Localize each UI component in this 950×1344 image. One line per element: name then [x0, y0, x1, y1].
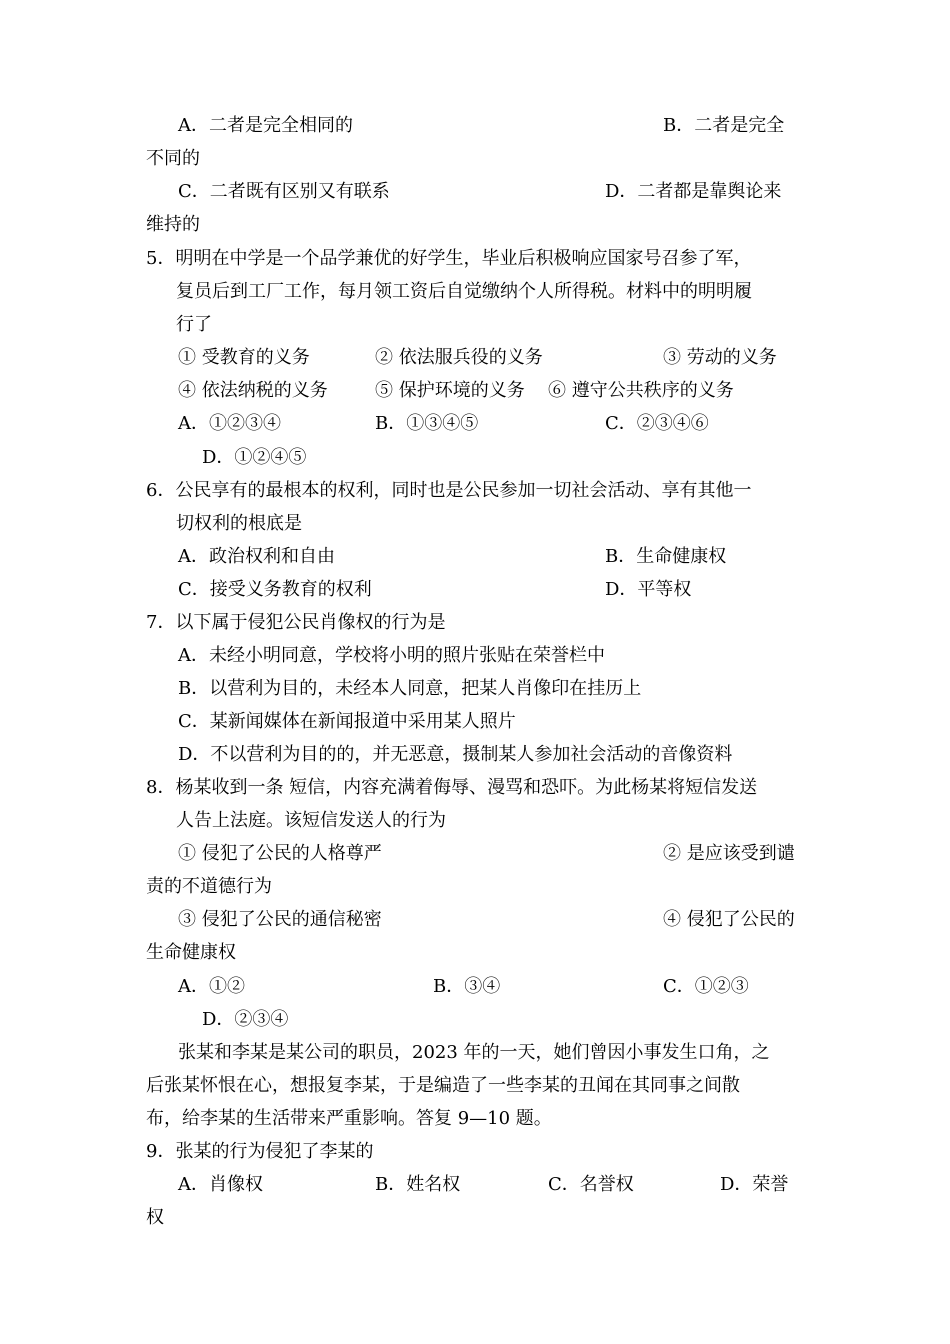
q5-item-2: ② 依法服兵役的义务: [375, 347, 543, 368]
q5-item-1: ① 受教育的义务: [178, 347, 310, 368]
q4-option-b: B．二者是完全: [663, 115, 785, 136]
q6-option-a: A．政治权利和自由: [178, 546, 335, 567]
q9-option-a: A．肖像权: [178, 1174, 263, 1195]
material-line-1: 张某和李某是某公司的职员，2023 年的一天，她们曾因小事发生口角，之: [178, 1042, 770, 1063]
q6-option-b: B．生命健康权: [605, 546, 727, 567]
q8-option-b: B．③④: [433, 976, 501, 997]
q5-option-b: B．①③④⑤: [375, 413, 479, 434]
q4-option-d-wrap: 维持的: [146, 214, 200, 235]
q9-stem: 9．张某的行为侵犯了李某的: [146, 1141, 374, 1162]
q7-option-b: B．以营利为目的，未经本人同意，把某人肖像印在挂历上: [178, 678, 642, 699]
material-line-2: 后张某怀恨在心，想报复李某，于是编造了一些李某的丑闻在其同事之间散: [146, 1075, 740, 1096]
q6-stem-line-2: 切权利的根底是: [176, 513, 302, 534]
q6-option-d: D．平等权: [605, 579, 692, 600]
q9-option-c: C．名誉权: [548, 1174, 634, 1195]
q8-item-2-wrap: 责的不道德行为: [146, 876, 272, 897]
q7-option-c: C．某新闻媒体在新闻报道中采用某人照片: [178, 711, 516, 732]
q9-option-d: D．荣誉: [720, 1174, 789, 1195]
q5-option-a: A．①②③④: [178, 413, 281, 434]
q5-option-c: C．②③④⑥: [605, 413, 709, 434]
q6-stem-line-1: 6．公民享有的最根本的权利，同时也是公民参加一切社会活动、享有其他一: [146, 480, 752, 501]
q5-item-3: ③ 劳动的义务: [663, 347, 777, 368]
q7-option-a: A．未经小明同意，学校将小明的照片张贴在荣誉栏中: [178, 645, 605, 666]
q6-option-c: C．接受义务教育的权利: [178, 579, 372, 600]
q8-option-a: A．①②: [178, 976, 245, 997]
q7-stem: 7．以下属于侵犯公民肖像权的行为是: [146, 612, 446, 633]
q4-option-a: A．二者是完全相同的: [178, 115, 353, 136]
q9-option-b: B．姓名权: [375, 1174, 461, 1195]
q4-option-d: D．二者都是靠舆论来: [605, 181, 782, 202]
material-line-3: 布，给李某的生活带来严重影响。答复 9—10 题。: [146, 1108, 552, 1129]
q8-item-3: ③ 侵犯了公民的通信秘密: [178, 909, 382, 930]
q5-stem-line-3: 行了: [176, 314, 212, 335]
q8-option-d: D．②③④: [202, 1009, 289, 1030]
q8-stem-line-1: 8．杨某收到一条 短信，内容充满着侮辱、漫骂和恐吓。为此杨某将短信发送: [146, 777, 758, 798]
q8-item-4-wrap: 生命健康权: [146, 942, 236, 963]
q8-item-2: ② 是应该受到谴: [663, 843, 795, 864]
q8-option-c: C．①②③: [663, 976, 749, 997]
q8-item-1: ① 侵犯了公民的人格尊严: [178, 843, 382, 864]
q5-option-d: D．①②④⑤: [202, 447, 307, 468]
q8-stem-line-2: 人告上法庭。该短信发送人的行为: [176, 810, 446, 831]
q5-stem-line-2: 复员后到工厂工作，每月领工资后自觉缴纳个人所得税。材料中的明明履: [176, 281, 752, 302]
q4-option-b-wrap: 不同的: [146, 148, 200, 169]
q9-option-d-wrap: 权: [146, 1207, 164, 1228]
q5-stem-line-1: 5．明明在中学是一个品学兼优的好学生，毕业后积极响应国家号召参了军，: [146, 248, 752, 269]
q5-item-5: ⑤ 保护环境的义务: [375, 380, 525, 401]
q7-option-d: D．不以营利为目的的，并无恶意，摄制某人参加社会活动的音像资料: [178, 744, 733, 765]
q5-item-4: ④ 依法纳税的义务: [178, 380, 328, 401]
q5-item-6: ⑥ 遵守公共秩序的义务: [548, 380, 734, 401]
q8-item-4: ④ 侵犯了公民的: [663, 909, 795, 930]
q4-option-c: C．二者既有区别又有联系: [178, 181, 390, 202]
